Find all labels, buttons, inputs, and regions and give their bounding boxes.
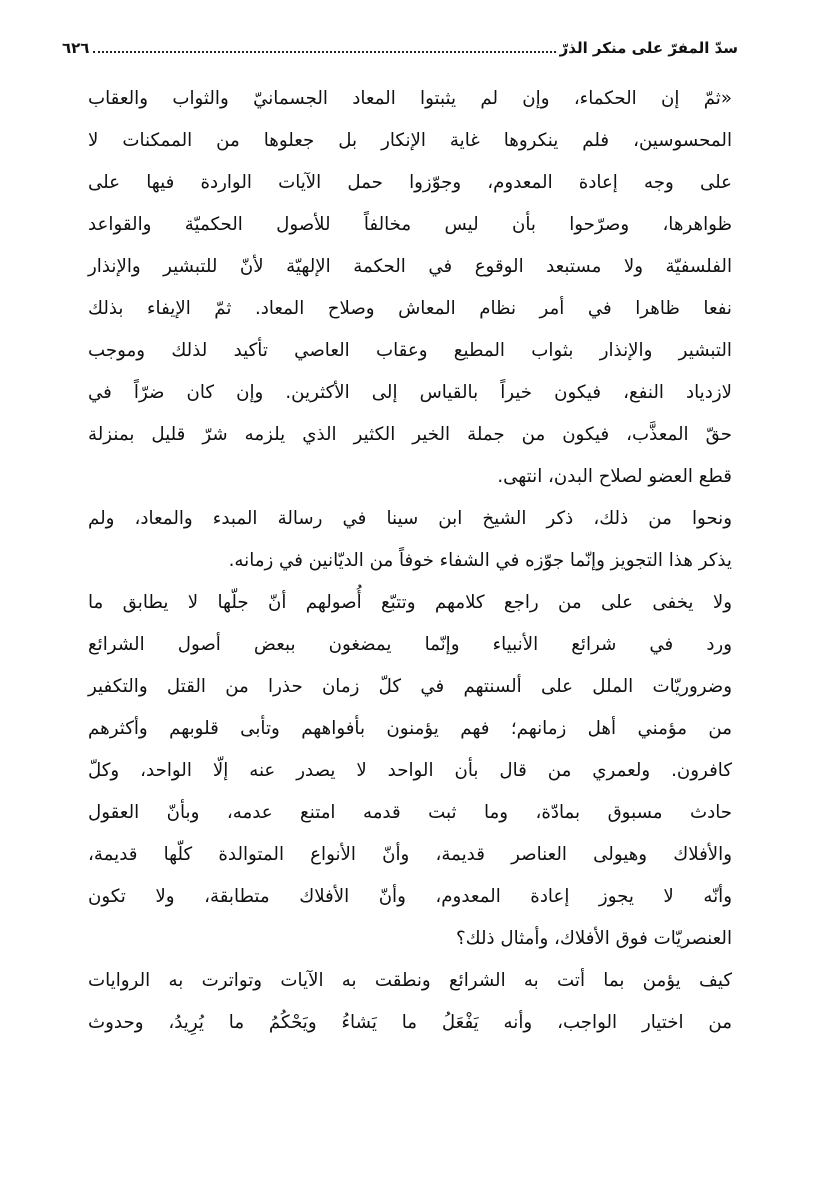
paragraph-4 — [88, 960, 732, 1044]
text-line: العنصريّات فوق الأفلاك، وأمثال ذلك؟ — [456, 928, 732, 949]
text-line: حقّ المعذَّب، فيكون من جملة الخير الكثير الذي يلزمه شرّ قليل بمنزلة — [88, 424, 732, 445]
text-line: كيف يؤمن بما أتت به الشرائع ونطقت به الآيات وتواترت به الروايات — [88, 970, 732, 991]
paragraph-3 — [88, 582, 732, 960]
text-line: ورد في شرائع الأنبياء وإنّما يمضغون ببعض أصول الشرائع — [88, 634, 732, 655]
text-line: نفعا ظاهرا في أمر نظام المعاش وصلاح المعاد. ثمّ الإيفاء بذلك — [88, 298, 732, 319]
body-text — [88, 78, 732, 1044]
text-line: على وجه إعادة المعدوم، وجوّزوا حمل الآيات الواردة فيها على — [88, 172, 732, 193]
text-line: حادث مسبوق بمادّة، وما ثبت قدمه امتنع عدمه، وبأنّ العقول — [88, 802, 732, 823]
text-line: قطع العضو لصلاح البدن، انتهى. — [497, 466, 732, 487]
page-number: ٦٢٦ — [62, 39, 90, 57]
text-line: كافرون. ولعمري من قال بأن الواحد لا يصدر عنه إلّا الواحد، وكلّ — [88, 760, 732, 781]
running-title: سدّ المفرّ على منكر الذرّ — [559, 39, 738, 57]
text-line: من اختيار الواجب، وأنه يَفْعَلُ ما يَشاءُ ويَحْكُمُ ما يُرِيدُ، وحدوث — [88, 1012, 732, 1033]
text-line: وأنّه لا يجوز إعادة المعدوم، وأنّ الأفلاك متطابقة، ولا تكون — [88, 886, 732, 907]
text-line: المحسوسين، فلم ينكروها غاية الإنكار بل جعلوها من الممكنات لا — [88, 130, 732, 151]
paragraph-2 — [88, 498, 732, 582]
text-line: التبشير والإنذار بثواب المطيع وعقاب العاصي تأكيد لذلك وموجب — [88, 340, 732, 361]
text-line: وضروريّات الملل على ألسنتهم في كلّ زمان حذرا من القتل والتكفير — [88, 676, 732, 697]
text-line: «ثمّ إن الحكماء، وإن لم يثبتوا المعاد الجسمانيّ والثواب والعقاب — [88, 88, 732, 109]
text-line: من مؤمني أهل زمانهم؛ فهم يؤمنون بأفواههم وتأبى قلوبهم وأكثرهم — [88, 718, 732, 739]
text-line: يذكر هذا التجويز وإنّما جوّزه في الشفاء خوفاً من الديّانين في زمانه. — [228, 550, 732, 571]
text-line: لازدياد النفع، فيكون خيراً بالقياس إلى الأكثرين. وإن كان ضرّاً في — [88, 382, 732, 403]
paragraph-1 — [88, 78, 732, 498]
text-line: ظواهرها، وصرّحوا بأن ليس مخالفاً للأصول الحكميّة والقواعد — [88, 214, 732, 235]
text-line: ونحوا من ذلك، ذكر الشيخ ابن سينا في رسالة المبدء والمعاد، ولم — [88, 508, 732, 529]
running-header — [62, 36, 738, 60]
dotted-leader — [93, 37, 555, 53]
text-line: والأفلاك وهيولى العناصر قديمة، وأنّ الأنواع المتوالدة كلّها قديمة، — [88, 844, 732, 865]
text-line: الفلسفيّة ولا مستبعد الوقوع في الحكمة الإلهيّة لأنّ للتبشير والإنذار — [88, 256, 732, 277]
text-line: ولا يخفى على من راجع كلامهم وتتبّع أُصولهم أنّ جلّها لا يطابق ما — [88, 592, 732, 613]
